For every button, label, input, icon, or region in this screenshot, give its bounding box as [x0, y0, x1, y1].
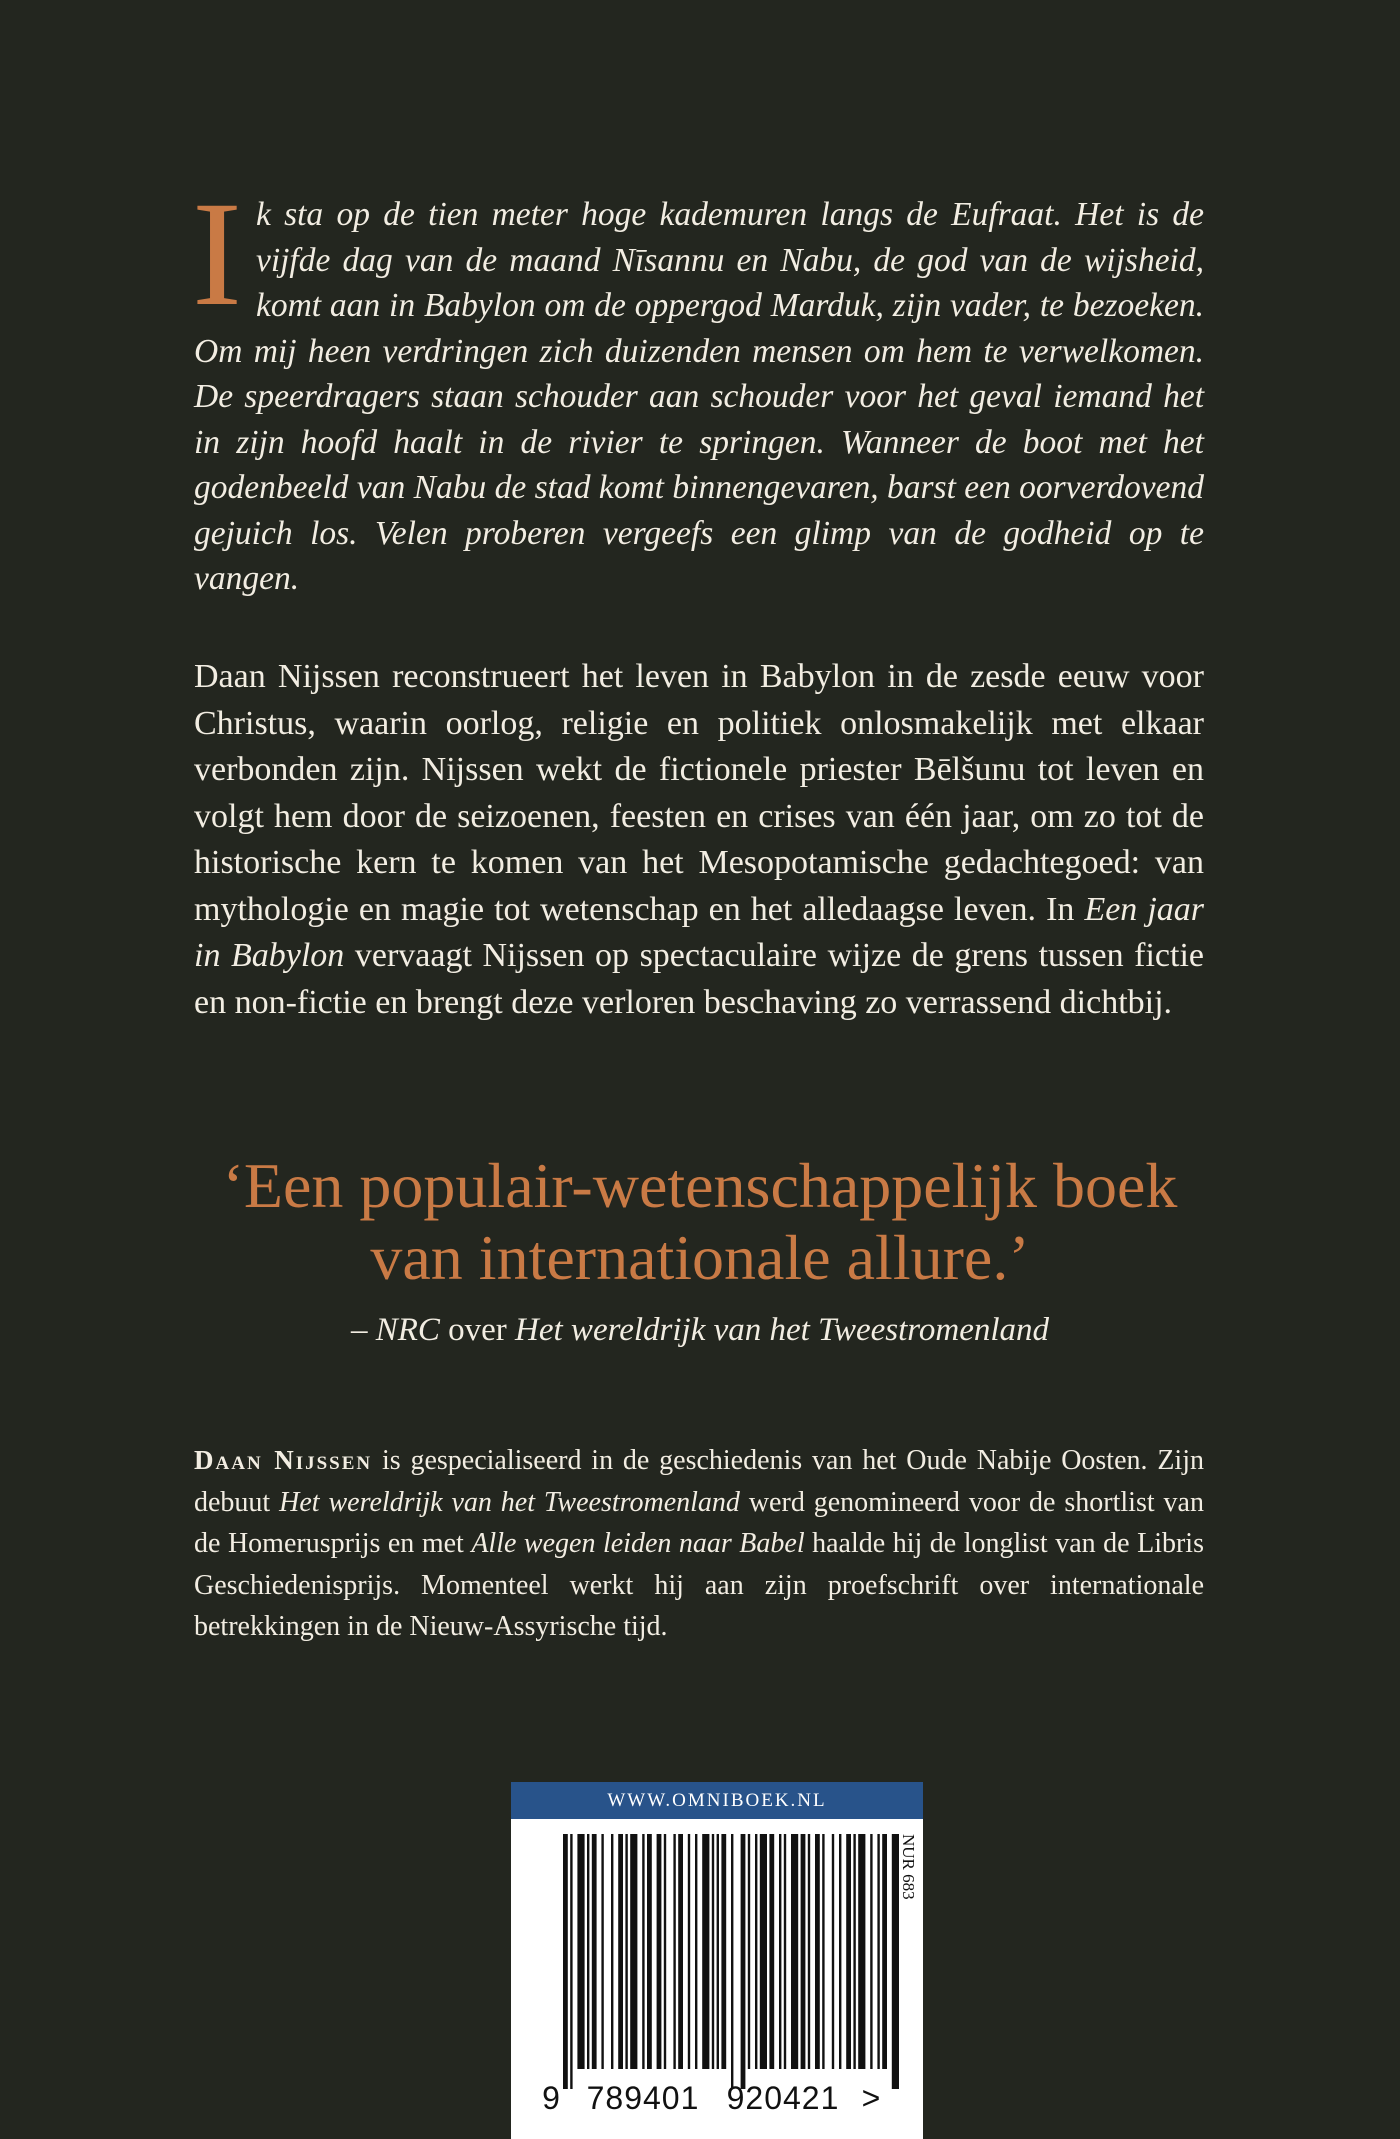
isbn-barcode: [511, 1819, 923, 2139]
bio-text-3: haalde hij de longlist van de Libris Geschiedenisprijs. Momenteel werkt hij aan zijn proefschrift over internationale betrekkingen in de Nieuw-Assyrische tijd.: [194, 1528, 1204, 1642]
publisher-website: WWW.OMNIBOEK.NL: [511, 1782, 923, 1819]
barcode-bar: [570, 1834, 572, 2089]
barcode-bar: [784, 1834, 786, 2069]
quote-line-2: van internationale allure.’: [370, 1222, 1030, 1293]
excerpt-paragraph: [192, 171, 1204, 602]
barcode-bar: [870, 1834, 872, 2069]
barcode-bar: [801, 1834, 806, 2069]
bio-text-2: werd genomineerd voor de shortlist van de Homerusprijs en met: [194, 1486, 1204, 1559]
barcode-bar: [846, 1834, 851, 2069]
quote-book: Het wereldrijk van het Tweestromenland: [515, 1312, 1050, 1348]
excerpt-text: k sta op de tien meter hoge kademuren langs de Eufraat. Het is de vijfde dag van de maand Nīsannu en Nabu, de god van de wijsheid, komt aan in Babylon om de oppergod Marduk, zijn vader, te bezoeken. Om mij heen verdringen zich duizenden mensen om hem te verwelkomen. De speerdragers staan schouder aan schouder voor het geval iemand het in zijn hoofd haalt in de rivier te springen. Wanneer de boot met het godenbeeld van Nabu de stad komt binnengevaren, barst een oorverdovend gejuich los. Velen proberen vergeefs een glimp van de godheid op te vangen.: [194, 196, 1204, 597]
barcode-box: [511, 1782, 923, 2139]
barcode-bar: [760, 1834, 767, 2069]
barcode-bars: [563, 1834, 899, 2089]
isbn-digit-lead: 9: [542, 2080, 560, 2116]
barcode-bar: [712, 1834, 714, 2069]
barcode-bar: [673, 1834, 675, 2069]
barcode-bar: [808, 1834, 810, 2069]
barcode-bar: [625, 1834, 627, 2069]
bio-book-1: Het wereldrijk van het Tweestromenland: [279, 1486, 740, 1518]
barcode-bar: [601, 1834, 603, 2069]
barcode-bar: [839, 1834, 841, 2069]
quote-source: [140, 1310, 1260, 1350]
barcode-bar: [664, 1834, 666, 2069]
barcode-bar: [741, 1834, 746, 2089]
barcode-bar: [678, 1834, 683, 2069]
barcode-bar: [688, 1834, 690, 2069]
barcode-bar: [577, 1834, 584, 2069]
barcode-bar: [657, 1834, 662, 2069]
barcode-bar: [815, 1834, 820, 2069]
barcode-bar: [611, 1834, 613, 2069]
barcode-bar: [721, 1834, 726, 2069]
summary-paragraph: [194, 654, 1204, 1026]
author-bio: [194, 1440, 1204, 1648]
quote-over: over: [439, 1312, 516, 1348]
barcode-bar: [748, 1834, 750, 2069]
barcode-bar: [642, 1834, 644, 2069]
summary-text-2: vervaagt Nijssen op spectaculaire wijze de grens tussen fictie en non-fictie en brengt deze verloren beschaving zo verrassend dichtbij.: [194, 937, 1204, 1021]
bio-text-1: is gespecialiseerd in de geschiedenis van het Oude Nabije Oosten. Zijn debuut: [194, 1445, 1204, 1518]
barcode-bar: [853, 1834, 855, 2069]
quote-newspaper: NRC: [375, 1312, 440, 1348]
barcode-bar: [755, 1834, 757, 2069]
barcode-bar: [892, 1834, 899, 2089]
barcode-bar: [630, 1834, 637, 2069]
barcode-bar: [791, 1834, 798, 2069]
barcode-bar: [769, 1834, 774, 2069]
barcode-bar: [717, 1834, 719, 2069]
barcode-bar: [695, 1834, 697, 2069]
nur-code: NUR 683: [899, 1834, 918, 1900]
summary-book-title: Een jaar in Babylon: [194, 890, 1204, 974]
isbn-digits-right: 920421: [726, 2080, 840, 2116]
isbn-quiet-marker: >: [861, 2080, 881, 2116]
barcode-bar: [858, 1834, 865, 2069]
barcode-bar: [822, 1834, 824, 2069]
barcode-bar: [592, 1834, 597, 2069]
barcode-bar: [877, 1834, 879, 2069]
quote-line-1: ‘Een populair-wetenschappelijk boek: [222, 1150, 1178, 1221]
review-quote: [140, 1150, 1260, 1294]
barcode-bar: [647, 1834, 652, 2069]
barcode-bar: [882, 1834, 887, 2069]
barcode-bar: [832, 1834, 834, 2069]
drop-cap: I: [192, 171, 242, 337]
barcode-bar: [779, 1834, 781, 2069]
isbn-digits-left: 789401: [586, 2080, 700, 2116]
quote-dash: –: [350, 1312, 376, 1348]
bio-book-2: Alle wegen leiden naar Babel: [471, 1528, 805, 1559]
barcode-bar: [587, 1834, 589, 2069]
author-name: Daan Nijssen: [194, 1445, 373, 1475]
barcode-bar: [731, 1834, 733, 2089]
barcode-bar: [702, 1834, 709, 2069]
barcode-bar: [618, 1834, 623, 2069]
barcode-bar: [563, 1834, 568, 2089]
summary-text-1: Daan Nijssen reconstrueert het leven in Babylon in de zesde eeuw voor Christus, waarin oorlog, religie en politiek onlosmakelijk met elkaar verbonden zijn. Nijssen wekt de fictionele priester Bēlšunu tot leven en volgt hem door de seizoenen, feesten en crises van één jaar, om zo tot de historische kern te komen van het Mesopotamische gedachtegoed: van mythologie en magie tot wetenschap en het alledaagse leven. In: [194, 658, 1204, 928]
